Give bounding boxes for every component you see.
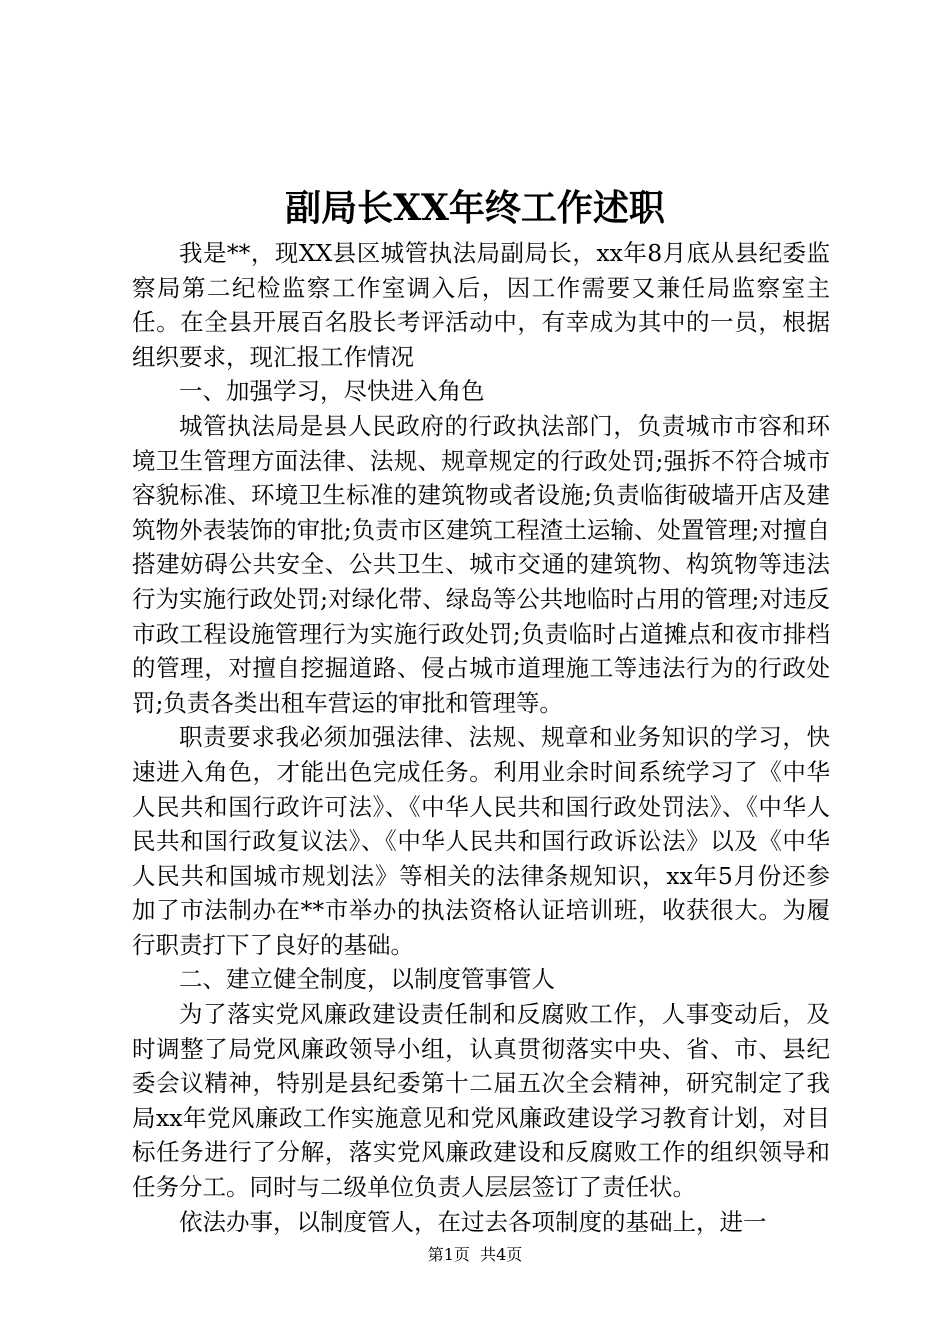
paragraph-anticorruption: 为了落实党风廉政建设责任制和反腐败工作，人事变动后，及时调整了局党风廉政领导小组，认真贯彻落实中央、省、市、县纪委会议精神，特别是县纪委第十二届五次全会精神，研究制定了我局xx年党风廉政工作实施意见和党风廉政建设学习教育计划，对目标任务进行了分解，落实党风廉政建设和反腐败工作的组织领导和任务分工。同时与二级单位负责人层层签订了责任状。 (132, 1000, 830, 1202)
paragraph-rules: 依法办事，以制度管人，在过去各项制度的基础上，进一 (179, 1207, 767, 1236)
paragraph-duties: 城管执法局是县人民政府的行政执法部门，负责城市市容和环境卫生管理方面法律、法规、规章规定的行政处罚;强拆不符合城市容貌标准、环境卫生标准的建筑物或者设施;负责临街破墙开店及建筑物外表装饰的审批;负责市区建筑工程渣土运输、处置管理;对擅自搭建妨碍公共安全、公共卫生、城市交通的建筑物、构筑物等违法行为实施行政处罚;对绿化带、绿岛等公共地临时占用的管理;对违反市政工程设施管理行为实施行政处罚;负责临时占道摊点和夜市排档的管理，对擅自挖掘道路、侵占城市道理施工等违法行为的行政处罚;负责各类出租车营运的审批和管理等。 (132, 411, 830, 717)
document-body (132, 236, 830, 1239)
page-number-footer: 第1页 共4页 (427, 1245, 523, 1264)
section-heading-2: 二、建立健全制度，以制度管事管人 (179, 965, 555, 994)
paragraph-study: 职责要求我必须加强法律、法规、规章和业务知识的学习，快速进入角色，才能出色完成任务。利用业余时间系统学习了《中华人民共和国行政许可法》、《中华人民共和国行政处罚法》、《中华人民共和国行政复议法》、《中华人民共和国行政诉讼法》以及《中华人民共和国城市规划法》等相关的法律条规知识，xx年5月份还参加了市法制办在**市举办的执法资格认证培训班，收获很大。为履行职责打下了良好的基础。 (132, 723, 830, 959)
section-heading-1: 一、加强学习，尽快进入角色 (179, 377, 485, 406)
paragraph-intro: 我是**，现XX县区城管执法局副局长，xx年8月底从县纪委监察局第二纪检监察工作室调入后，因工作需要又兼任局监察室主任。在全县开展百名股长考评活动中，有幸成为其中的一员，根据组织要求，现汇报工作情况 (132, 239, 830, 371)
document-title: 副局长XX年终工作述职 (285, 187, 665, 229)
